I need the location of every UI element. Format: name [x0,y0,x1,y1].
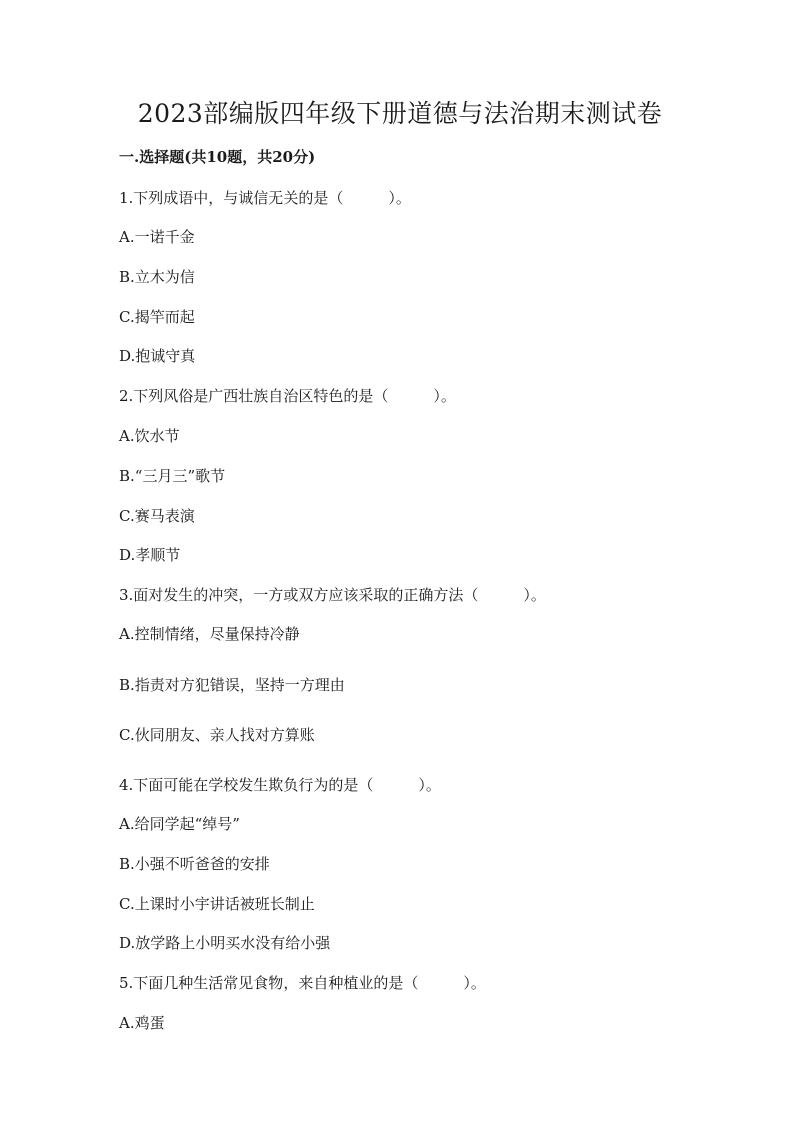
question-4-option-a: A.给同学起“绰号” [119,815,240,833]
question-5-stem: 5.下面几种生活常见食物，来自种植业的是（ ）。 [119,974,486,992]
question-3-option-c: C.伙同朋友、亲人找对方算账 [119,726,315,744]
question-4-option-c: C.上课时小宇讲话被班长制止 [119,895,315,913]
question-4-stem: 4.下面可能在学校发生欺负行为的是（ ）。 [119,776,441,794]
question-1-option-b: B.立木为信 [119,268,195,286]
question-1-option-d: D.抱诚守真 [119,347,196,365]
question-2-stem: 2.下列风俗是广西壮族自治区特色的是（ ）。 [119,387,456,405]
question-2-option-c: C.赛马表演 [119,507,195,525]
exam-title: 2023部编版四年级下册道德与法治期末测试卷 [137,99,663,128]
question-3-option-b: B.指责对方犯错误，坚持一方理由 [119,676,345,694]
question-1-option-c: C.揭竿而起 [119,308,195,326]
question-4-option-b: B.小强不听爸爸的安排 [119,855,270,873]
question-2-option-b: B.“三月三”歌节 [119,467,226,485]
question-1-option-a: A.一诺千金 [119,228,195,246]
question-2-option-a: A.饮水节 [119,427,180,445]
question-2-option-d: D.孝顺节 [119,546,181,564]
question-5-option-a: A.鸡蛋 [119,1014,165,1032]
question-3-stem: 3.面对发生的冲突，一方或双方应该采取的正确方法（ ）。 [119,586,546,604]
question-4-option-d: D.放学路上小明买水没有给小强 [119,934,331,952]
section-heading: 一.选择题(共10题，共20分) [119,148,316,166]
question-1-stem: 1.下列成语中，与诚信无关的是（ ）。 [119,189,411,207]
question-3-option-a: A.控制情绪，尽量保持冷静 [119,625,300,643]
